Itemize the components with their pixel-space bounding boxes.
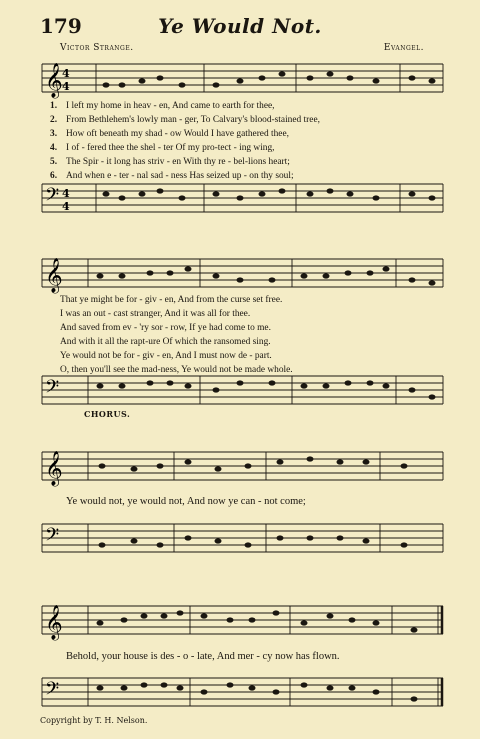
copyright-notice: Copyright by T. H. Nelson. xyxy=(40,716,148,725)
svg-text:𝄞: 𝄞 xyxy=(45,605,63,640)
svg-text:4: 4 xyxy=(62,200,70,213)
svg-text:𝄢: 𝄢 xyxy=(45,679,60,704)
svg-text:𝄞: 𝄞 xyxy=(45,258,63,293)
svg-text:4: 4 xyxy=(62,187,70,200)
chorus-line-2: Behold, your house is des - o - late, And mer - cy now has flown. xyxy=(66,651,340,662)
verse-block-1 xyxy=(50,99,450,183)
treble-staff-system-1 xyxy=(40,58,445,100)
verse-line-6: 6. And when e - ter - nal sad - ness Has seized up - on thy soul; xyxy=(50,171,294,181)
verse-line-4: 4. I of - fered thee the shel - ter Of my pro-tect - ing wing, xyxy=(50,143,275,153)
verse-end-line-1: That ye might be for - giv - en, And from the curse set free. xyxy=(60,295,283,305)
author-credit: Victor Strange. xyxy=(60,43,134,53)
bass-staff-system-1 xyxy=(40,178,445,220)
svg-text:4: 4 xyxy=(62,80,70,93)
verse-line-2: 2. From Bethlehem's lowly man - ger, To Calvary's blood-stained tree, xyxy=(50,115,320,125)
hymn-number: 179 xyxy=(40,14,82,38)
treble-staff-system-2 xyxy=(40,253,445,295)
svg-text:𝄞: 𝄞 xyxy=(45,63,63,98)
bass-staff-system-3 xyxy=(40,518,445,560)
svg-text:𝄢: 𝄢 xyxy=(45,377,60,402)
svg-text:𝄞: 𝄞 xyxy=(45,451,63,486)
hymn-title: Ye Would Not. xyxy=(158,14,322,38)
chorus-label: CHORUS. xyxy=(84,409,131,419)
verse-end-line-3: And saved from ev - 'ry sor - row, If ye had come to me. xyxy=(60,323,271,333)
verse-block-2 xyxy=(60,293,460,377)
verse-end-line-2: I was an out - cast stranger, And it was all for thee. xyxy=(60,309,251,319)
verse-line-1: 1. I left my home in heav - en, And came to earth for thee, xyxy=(50,101,275,111)
bass-staff-system-2 xyxy=(40,370,445,412)
svg-text:𝄢: 𝄢 xyxy=(45,185,60,210)
tune-credit: Evangel. xyxy=(383,43,424,53)
verse-end-line-5: Ye would not be for - giv - en, And I must now de - part. xyxy=(60,351,272,361)
verse-end-line-6: O, then you'll see the mad-ness, Ye would not be made whole. xyxy=(60,365,293,375)
bass-staff-system-4 xyxy=(40,672,445,714)
verse-line-3: 3. How oft beneath my shad - ow Would I have gathered thee, xyxy=(50,129,289,139)
treble-staff-system-3 xyxy=(40,446,445,488)
treble-staff-system-4 xyxy=(40,600,445,642)
verse-line-5: 5. The Spir - it long has striv - en With thy re - bel-lions heart; xyxy=(50,157,290,167)
chorus-line-1: Ye would not, ye would not, And now ye can - not come; xyxy=(66,496,306,507)
verse-end-line-4: And with it all the rapt-ure Of which the ransomed sing. xyxy=(60,337,271,347)
svg-text:4: 4 xyxy=(62,67,70,80)
svg-text:𝄢: 𝄢 xyxy=(45,525,60,550)
